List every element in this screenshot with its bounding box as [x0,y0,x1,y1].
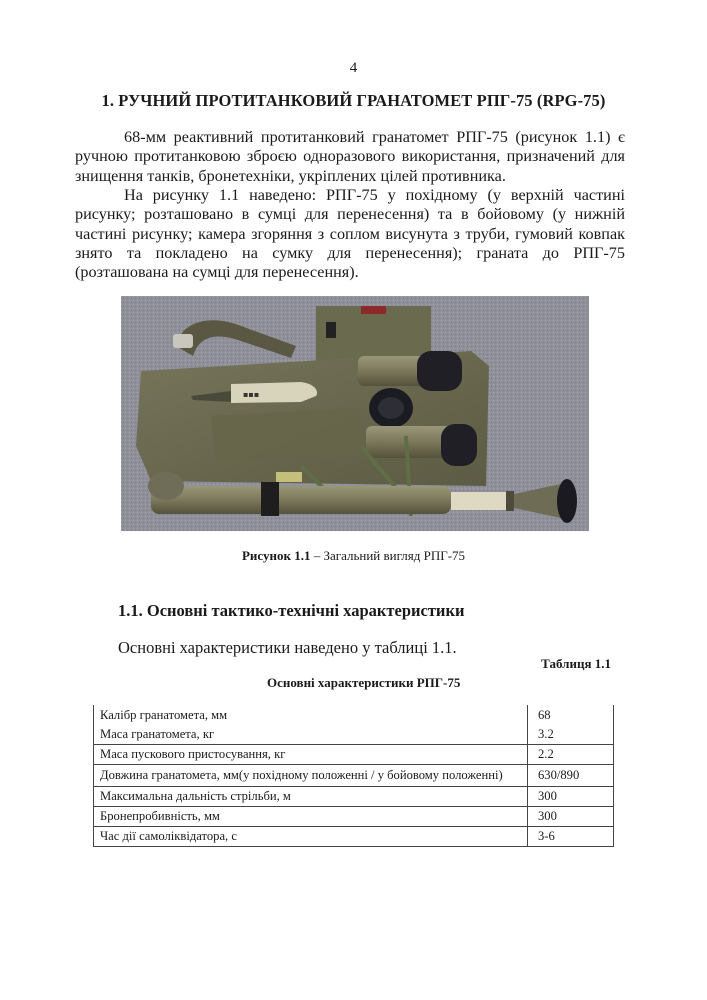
spec-value: 3.2 [528,724,614,745]
launcher-black-band [261,482,279,516]
spec-name: Калібр гранатомета, мм [94,705,528,724]
spec-name: Маса гранатомета, кг [94,724,528,745]
chamber-ring [506,491,514,511]
table-title: Основні характеристики РПГ-75 [267,675,461,690]
figure-caption-separator: – [310,548,324,563]
spec-value: 300 [528,787,614,807]
section-title: 1.1. Основні тактико-технічні характеристики [118,601,465,620]
rubber-cap-inner [378,397,404,419]
spec-name: Максимальна дальність стрільби, м [94,787,528,807]
table-row [94,827,614,847]
paragraph-intro: 68-мм реактивний протитанковий гранатомет РПГ-75 (рисунок 1.1) є ручною протитанковою зброєю одноразового використання, призначений для знищення танків, бронетехніки, укріплених цілей противника. [75,128,625,185]
page-number: 4 [349,60,358,76]
rpg75-photo-illustration [121,296,589,531]
table-row [94,787,614,807]
combustion-chamber [451,492,506,510]
grenade-markings: ▪▪▪ [243,390,260,399]
spec-value: 2.2 [528,745,614,765]
spec-value: 630/890 [528,765,614,787]
table-row [94,765,614,787]
table-row [94,745,614,765]
table-row [94,724,614,745]
figure-caption [0,548,707,564]
spec-value: 68 [528,705,614,724]
spec-value: 3-6 [528,827,614,847]
figure-caption-text: Загальний вигляд РПГ-75 [323,548,466,563]
section-intro: Основні характеристики наведено у таблиці 1.1. [118,638,457,657]
table-row [94,705,614,724]
launcher-tube [151,486,451,514]
strap-buckle [173,334,193,348]
pocket-clasp [326,322,336,338]
bag-flap [211,408,361,461]
rubber-cap-lower [441,424,477,466]
yellow-tag [276,472,302,482]
paragraph-figure-description: На рисунку 1.1 наведено: РПГ-75 у похідному (у верхній частині рисунку; розташовано в сумці для перенесення) та в бойовому (у нижній частині рисунку; камера згоряння з соплом висунута з труби, гумовий ковпак знято та покладено на сумку для перенесення); граната до РПГ-75 (розташована на сумці для перенесення). [75,186,625,282]
launcher-end-cap [148,472,184,500]
spec-value: 300 [528,807,614,827]
spec-name: Довжина гранатомета, мм(у похідному положенні / у бойовому положенні) [94,765,528,787]
rubber-cap-upper [417,351,462,391]
figure-caption-label: Рисунок 1.1 [241,548,311,563]
specifications-table [93,705,614,847]
nozzle-rubber-rim [557,479,577,523]
spec-name: Маса пускового пристосування, кг [94,745,528,765]
table-row [94,807,614,827]
red-tag [361,306,386,314]
spec-name: Час дії самоліквідатора, с [94,827,528,847]
chapter-title: 1. РУЧНИЙ ПРОТИТАНКОВИЙ ГРАНАТОМЕТ РПГ-75 (RPG-75) [101,91,606,110]
table-label: Таблиця 1.1 [541,656,611,671]
spec-name: Бронепробивність, мм [94,807,528,827]
figure-photo-rpg75 [121,296,589,531]
